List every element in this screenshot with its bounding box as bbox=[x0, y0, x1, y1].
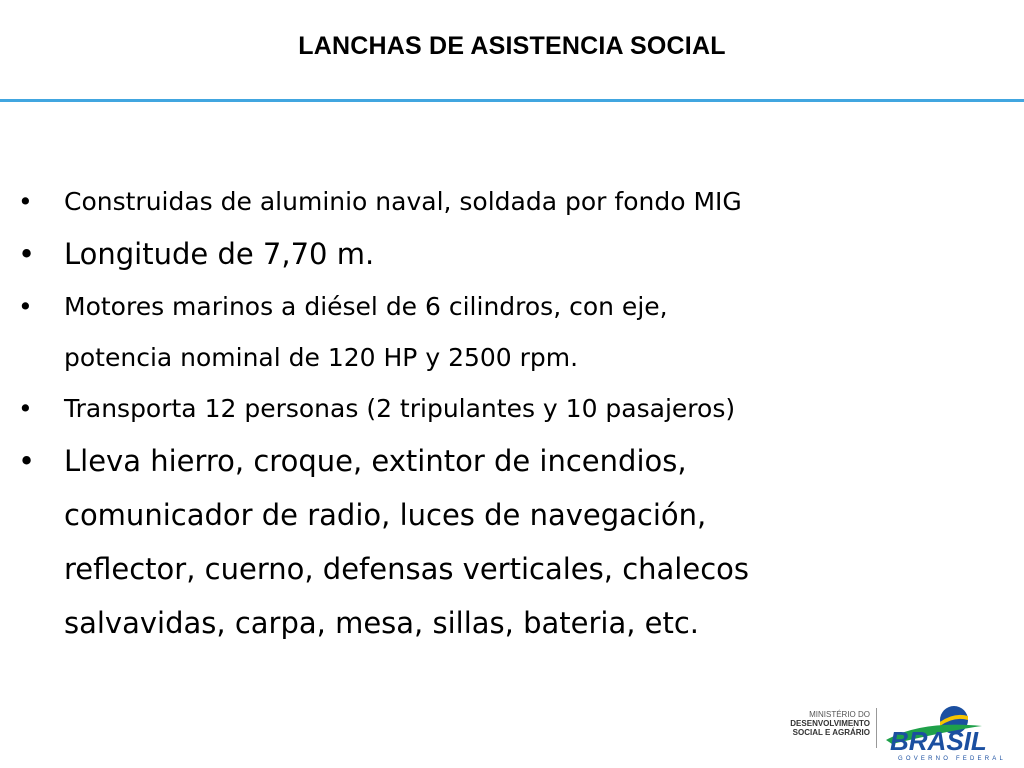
ministry-line-3: SOCIAL E AGRÁRIO bbox=[792, 728, 870, 737]
bullet-text-line: Motores marinos a diésel de 6 cilindros, con eje, bbox=[64, 292, 668, 321]
logo-separator bbox=[876, 708, 877, 748]
bullet-text: Longitude de 7,70 m. bbox=[64, 237, 375, 271]
ministry-line-2: DESENVOLVIMENTO bbox=[790, 719, 870, 728]
bullet-text: Transporta 12 personas (2 tripulantes y 10 pasajeros) bbox=[64, 394, 736, 423]
bullet-marker: • bbox=[18, 394, 33, 423]
footer-logos bbox=[788, 700, 1018, 762]
bullet-text-line: potencia nominal de 120 HP y 2500 rpm. bbox=[64, 343, 579, 372]
bullet-marker: • bbox=[18, 237, 36, 271]
bullet-marker: • bbox=[18, 292, 33, 321]
bullet-marker: • bbox=[18, 444, 36, 478]
bullet-list bbox=[18, 176, 1008, 650]
bullet-item-length bbox=[18, 227, 1008, 281]
title-divider bbox=[0, 99, 1024, 102]
bullet-text-line: Lleva hierro, croque, extintor de incendios, bbox=[64, 444, 687, 478]
bullet-text: Construidas de aluminio naval, soldada por fondo MIG bbox=[64, 187, 742, 216]
bullet-text-line: comunicador de radio, luces de navegación, bbox=[64, 498, 707, 532]
brand-tagline: GOVERNO FEDERAL bbox=[898, 756, 1007, 762]
bullet-text-line: salvavidas, carpa, mesa, sillas, bateria, etc. bbox=[64, 606, 700, 640]
bullet-marker: • bbox=[18, 187, 33, 216]
slide-title: LANCHAS DE ASISTENCIA SOCIAL bbox=[298, 32, 726, 60]
bullet-text-line: reflector, cuerno, defensas verticales, chalecos bbox=[64, 552, 749, 586]
bullet-item-equipment bbox=[18, 434, 1008, 650]
brand-name: BRASIL bbox=[890, 726, 987, 756]
bullet-item-capacity bbox=[18, 383, 1008, 434]
bullet-item-engines bbox=[18, 281, 1008, 383]
bullet-item-material bbox=[18, 176, 1008, 227]
brasil-logo bbox=[882, 700, 1018, 762]
ministry-logo bbox=[788, 710, 870, 737]
ministry-line-1: MINISTÉRIO DO bbox=[809, 710, 870, 719]
